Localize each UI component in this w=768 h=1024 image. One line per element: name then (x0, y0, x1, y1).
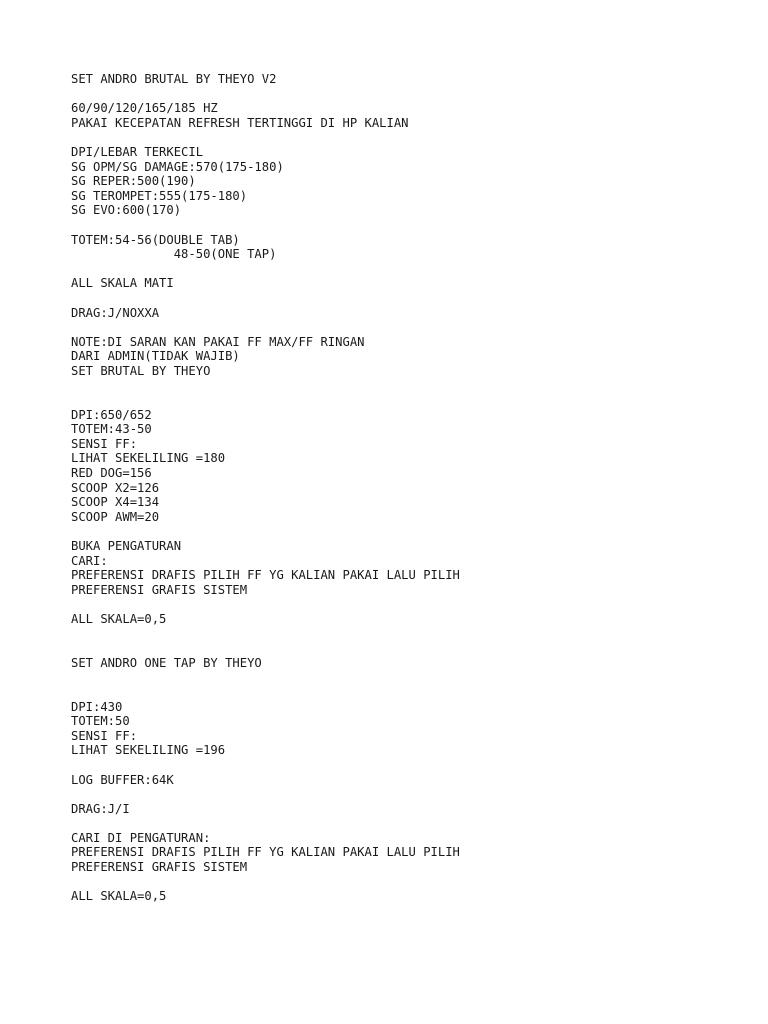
text-line (71, 524, 751, 539)
text-line (71, 758, 751, 773)
text-line: RED DOG=156 (71, 466, 152, 481)
text-line: LIHAT SEKELILING =196 (71, 743, 226, 758)
text-line (71, 87, 751, 102)
text-line: SENSI FF: (71, 436, 138, 451)
text-line: DRAG:J/I (71, 801, 130, 816)
text-line: SG OPM/SG DAMAGE:570(175-180) (71, 159, 284, 174)
text-line: SG EVO:600(170) (71, 203, 182, 218)
text-line (71, 597, 751, 612)
text-line (71, 130, 751, 145)
text-line: ALL SKALA=0,5 (71, 611, 167, 626)
text-line: CARI DI PENGATURAN: (71, 830, 211, 845)
text-line (71, 320, 751, 335)
text-line (71, 641, 751, 656)
text-line: SG TEROMPET:555(175-180) (71, 188, 248, 203)
text-line: DPI:430 (71, 699, 123, 714)
text-line (71, 291, 751, 306)
text-line: LOG BUFFER:64K (71, 772, 174, 787)
text-line: TOTEM:43-50 (71, 422, 152, 437)
text-line: PREFERENSI GRAFIS SISTEM (71, 860, 248, 875)
text-line (71, 816, 751, 831)
document-text (71, 72, 751, 904)
text-line (71, 378, 751, 393)
text-line (71, 218, 751, 233)
text-line: SCOOP AWM=20 (71, 509, 160, 524)
text-line (71, 670, 751, 685)
text-line (71, 627, 751, 642)
text-line (71, 787, 751, 802)
text-line: SET ANDRO BRUTAL BY THEYO V2 (71, 72, 277, 86)
text-line: SET BRUTAL BY THEYO (71, 363, 211, 378)
text-line: TOTEM:54-56(DOUBLE TAB) (71, 232, 240, 247)
text-line: SCOOP X2=126 (71, 480, 160, 495)
text-line: 60/90/120/165/185 HZ (71, 101, 218, 116)
text-line: PREFERENSI DRAFIS PILIH FF YG KALIAN PAKAI LALU PILIH (71, 845, 460, 860)
text-line: DARI ADMIN(TIDAK WAJIB) (71, 349, 240, 364)
text-line: DPI:650/652 (71, 407, 152, 422)
text-line (71, 393, 751, 408)
text-line: LIHAT SEKELILING =180 (71, 451, 226, 466)
text-line: DPI/LEBAR TERKECIL (71, 144, 204, 159)
text-line: ALL SKALA=0,5 (71, 889, 167, 904)
text-line: PREFERENSI GRAFIS SISTEM (71, 582, 248, 597)
text-line (71, 685, 751, 700)
text-line: NOTE:DI SARAN KAN PAKAI FF MAX/FF RINGAN (71, 334, 365, 349)
text-line: SCOOP X4=134 (71, 495, 160, 510)
text-line: TOTEM:50 (71, 714, 130, 729)
text-line: 48-50(ONE TAP) (71, 247, 277, 262)
text-line (71, 875, 751, 890)
text-line: SG REPER:500(190) (71, 174, 196, 189)
text-line: SET ANDRO ONE TAP BY THEYO (71, 655, 262, 670)
text-line: BUKA PENGATURAN (71, 539, 182, 553)
text-line: DRAG:J/NOXXA (71, 305, 160, 320)
text-line: SENSI FF: (71, 728, 138, 743)
text-line: ALL SKALA MATI (71, 276, 174, 291)
text-line: PREFERENSI DRAFIS PILIH FF YG KALIAN PAKAI LALU PILIH (71, 568, 460, 583)
text-line (71, 262, 751, 277)
text-line: PAKAI KECEPATAN REFRESH TERTINGGI DI HP KALIAN (71, 115, 409, 130)
text-line: CARI: (71, 553, 108, 568)
